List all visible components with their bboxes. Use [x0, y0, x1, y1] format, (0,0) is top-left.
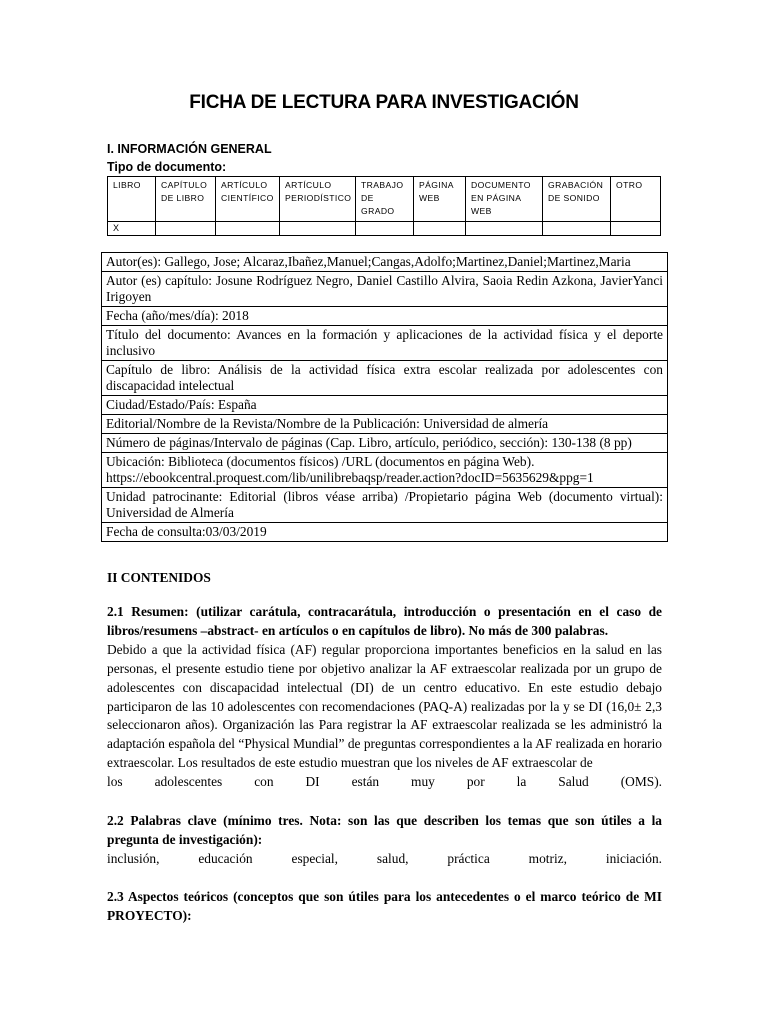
- info-row-titulo: Título del documento: Avances en la formación y aplicaciones de la actividad física y el deporte inclusivo: [102, 326, 668, 361]
- aspectos-section: [107, 888, 662, 926]
- type-col-pagina-web: PÁGINA WEB: [414, 177, 466, 222]
- info-row-capitulo: Capítulo de libro: Análisis de la actividad física extra escolar realizada por adolescentes con discapacidad intelectual: [102, 361, 668, 396]
- palabras-heading: 2.2 Palabras clave (mínimo tres. Nota: son las que describen los temas que son útiles a la pregunta de investigación):: [107, 813, 662, 847]
- resumen-section: [107, 603, 662, 792]
- info-row-autores: Autor(es): Gallego, Jose; Alcaraz,Ibañez,Manuel;Cangas,Adolfo;Martinez,Daniel;Martinez,Maria: [102, 253, 668, 272]
- type-mark-articulo-cientifico: [216, 222, 280, 236]
- type-mark-articulo-periodistico: [280, 222, 356, 236]
- aspectos-heading: 2.3 Aspectos teóricos (conceptos que son útiles para los antecedentes o el marco teórico de MI PROYECTO):: [107, 889, 662, 923]
- type-mark-capitulo: [156, 222, 216, 236]
- type-mark-grabacion: [543, 222, 611, 236]
- type-col-articulo-periodistico: ARTÍCULO PERIODÍSTICO: [280, 177, 356, 222]
- type-col-grabacion: GRABACIÓN DE SONIDO: [543, 177, 611, 222]
- info-row-ubicacion: Ubicación: Biblioteca (documentos físicos) /URL (documentos en página Web). https://ebookcentral.proquest.com/lib/unilibrebaqsp/reader.action?docID=5635629&ppg=1: [102, 453, 668, 488]
- type-col-capitulo: CAPÍTULO DE LIBRO: [156, 177, 216, 222]
- type-mark-libro: X: [108, 222, 156, 236]
- type-col-trabajo-grado: TRABAJO DE GRADO: [356, 177, 414, 222]
- type-mark-otro: [611, 222, 661, 236]
- document-type-label: Tipo de documento:: [107, 160, 227, 174]
- resumen-body: Debido a que la actividad física (AF) regular proporciona importantes beneficios en la salud en las personas, el presente estudio tiene por objetivo analizar la AF extraescolar realizada por un grupo de adolescentes con discapacidad intelectual (DI) de un centro educativo. En este estudio debajo participaron de las 10 adolescentes con recomendaciones (PAQ-A) realizadas por la y se DI (16,0± 2,3 seleccionaron años). Organización las Para registrar la AF extraescolar realizada se les administró la adaptación española del “Physical Mundial” de preguntas correspondientes a la AF realizada en horario extraescolar. Los resultados de este estudio muestran que los niveles de AF extraescolar de: [107, 641, 662, 771]
- type-col-libro: LIBRO: [108, 177, 156, 222]
- type-col-otro: OTRO: [611, 177, 661, 222]
- info-row-paginas: Número de páginas/Intervalo de páginas (Cap. Libro, artículo, periódico, sección): 130-138 (8 pp): [102, 434, 668, 453]
- section-contents-heading: II CONTENIDOS: [107, 570, 211, 585]
- section-general-heading: I. INFORMACIÓN GENERAL: [107, 142, 272, 156]
- general-info-table: [101, 252, 668, 542]
- info-row-unidad: Unidad patrocinante: Editorial (libros véase arriba) /Propietario página Web (documento virtual): Universidad de Almería: [102, 488, 668, 523]
- type-col-documento-web: DOCUMENTO EN PÁGINA WEB: [466, 177, 543, 222]
- info-row-autores-capitulo: Autor (es) capítulo: Josune Rodríguez Negro, Daniel Castillo Alvira, Saoia Redin Azkona, JavierYanci Irigoyen: [102, 272, 668, 307]
- type-col-articulo-cientifico: ARTÍCULO CIENTÍFICO: [216, 177, 280, 222]
- type-mark-documento-web: [466, 222, 543, 236]
- resumen-heading: 2.1 Resumen: (utilizar carátula, contracarátula, introducción o presentación en el caso de libros/resumens –abstract- en artículos o en capítulos de libro). No más de 300 palabras.: [107, 604, 662, 638]
- type-mark-pagina-web: [414, 222, 466, 236]
- info-row-fecha-consulta: Fecha de consulta:03/03/2019: [102, 523, 668, 542]
- palabras-section: [107, 812, 662, 869]
- type-mark-trabajo-grado: [356, 222, 414, 236]
- info-row-fecha: Fecha (año/mes/día): 2018: [102, 307, 668, 326]
- info-row-editorial: Editorial/Nombre de la Revista/Nombre de la Publicación: Universidad de almería: [102, 415, 668, 434]
- document-type-table: [107, 176, 661, 236]
- palabras-body: inclusión, educación especial, salud, práctica motriz, iniciación.: [107, 850, 662, 866]
- info-row-ciudad: Ciudad/Estado/País: España: [102, 396, 668, 415]
- page-title: FICHA DE LECTURA PARA INVESTIGACIÓN: [189, 92, 579, 113]
- resumen-last-line: los adolescentes con DI están muy por la Salud (OMS).: [107, 774, 662, 790]
